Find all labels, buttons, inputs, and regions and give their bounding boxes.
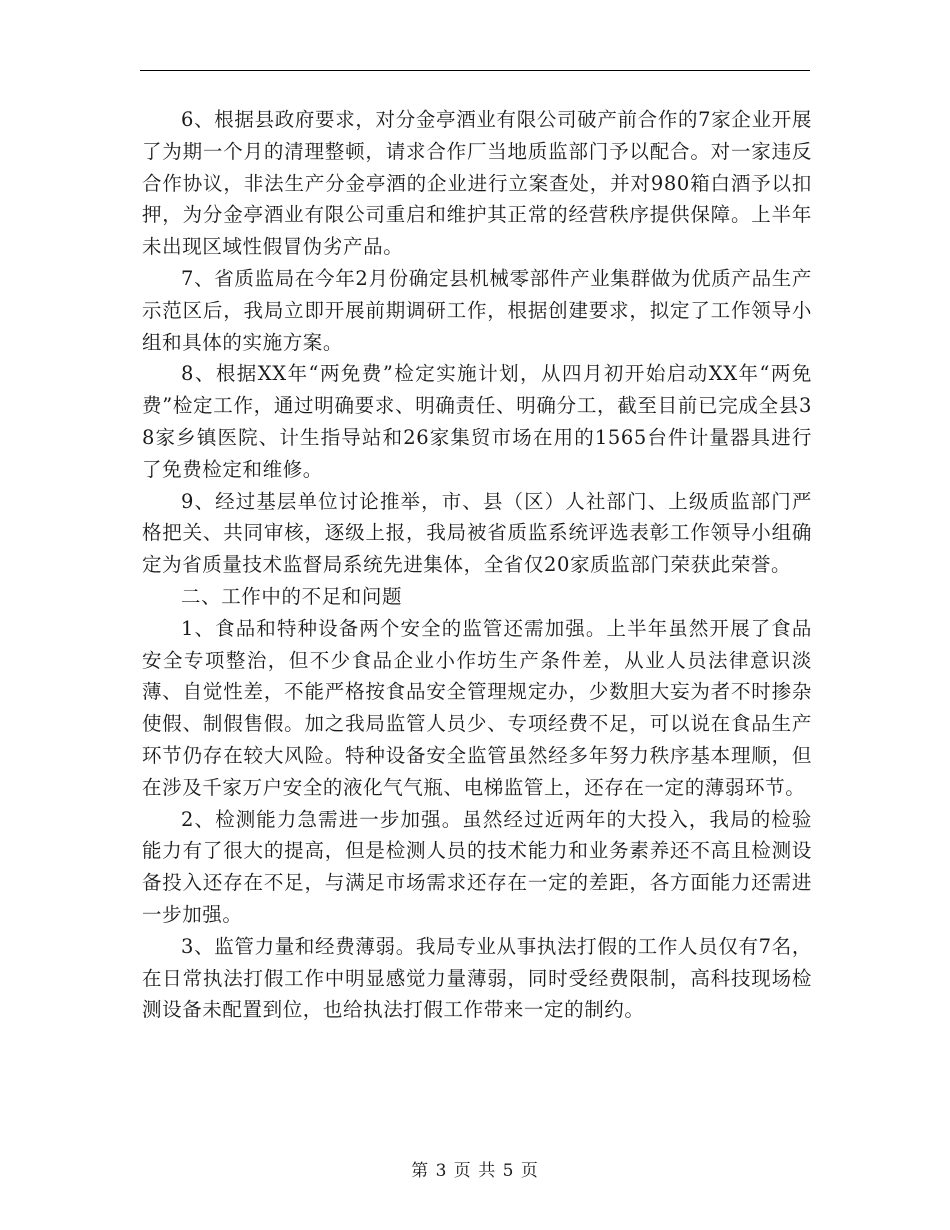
paragraph-problem-3: 3、监管力量和经费薄弱。我局专业从事执法打假的工作人员仅有7名，在日常执法打假工作中明显感觉力量薄弱，同时受经费限制，高科技现场检测设备未配置到位，也给执法打假工作带来一定的制约。	[142, 934, 812, 1022]
page-footer: 第 3 页 共 5 页	[411, 1161, 539, 1181]
paragraph-item-8: 8、根据XX年“两免费”检定实施计划，从四月初开始启动XX年“两免费”检定工作，通过明确要求、明确责任、明确分工，截至目前已完成全县38家乡镇医院、计生指导站和26家集贸市场在用的1565台件计量器具进行了免费检定和维修。	[142, 362, 812, 481]
paragraph-item-9: 9、经过基层单位讨论推举，市、县（区）人社部门、上级质监部门严格把关、共同审核，逐级上报，我局被省质监系统评选表彰工作领导小组确定为省质量技术监督局系统先进集体，全省仅20家质监部门荣获此荣誉。	[142, 489, 812, 577]
document-body	[142, 104, 812, 1026]
section-heading: 二、工作中的不足和问题	[181, 584, 403, 608]
paragraph-item-6: 6、根据县政府要求，对分金亭酒业有限公司破产前合作的7家企业开展了为期一个月的清理整顿，请求合作厂当地质监部门予以配合。对一家违反合作协议，非法生产分金亭酒的企业进行立案查处，并对980箱白酒予以扣押，为分金亭酒业有限公司重启和维护其正常的经营秩序提供保障。上半年未出现区域性假冒伪劣产品。	[142, 108, 812, 259]
header-rule	[140, 70, 810, 71]
paragraph-problem-1: 1、食品和特种设备两个安全的监管还需加强。上半年虽然开展了食品安全专项整治，但不少食品企业小作坊生产条件差，从业人员法律意识淡薄、自觉性差，不能严格按食品安全管理规定办，少数胆大妄为者不时掺杂使假、制假售假。加之我局监管人员少、专项经费不足，可以说在食品生产环节仍存在较大风险。特种设备安全监管虽然经多年努力秩序基本理顺，但在涉及千家万户安全的液化气气瓶、电梯监管上，还存在一定的薄弱环节。	[142, 616, 812, 799]
paragraph-problem-2: 2、检测能力急需进一步加强。虽然经过近两年的大投入，我局的检验能力有了很大的提高，但是检测人员的技术能力和业务素养还不高且检测设备投入还存在不足，与满足市场需求还存在一定的差距，各方面能力还需进一步加强。	[142, 807, 812, 926]
paragraph-item-7: 7、省质监局在今年2月份确定县机械零部件产业集群做为优质产品生产示范区后，我局立即开展前期调研工作，根据创建要求，拟定了工作领导小组和具体的实施方案。	[142, 266, 812, 354]
